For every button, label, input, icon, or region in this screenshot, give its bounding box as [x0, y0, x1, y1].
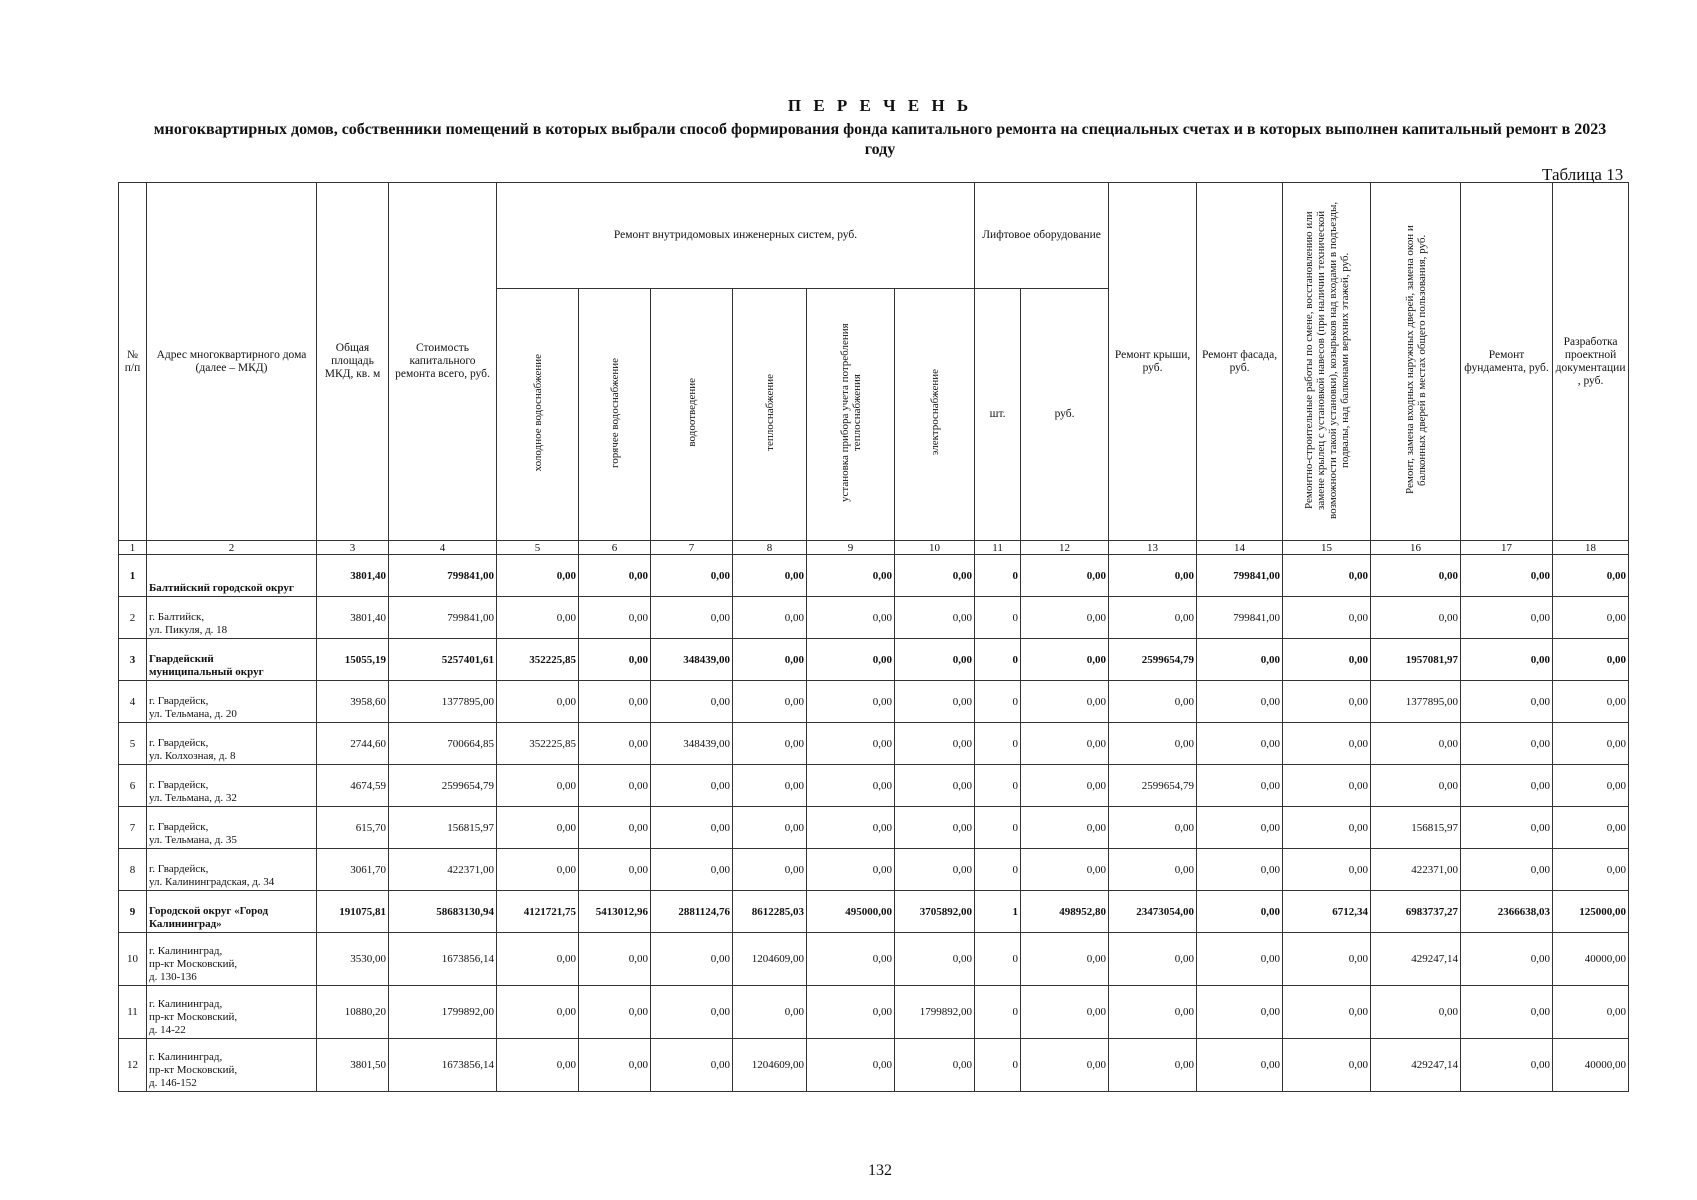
- row-value: 0,00: [1461, 933, 1553, 986]
- header-hot-water: [579, 289, 651, 541]
- header-doors: [1371, 183, 1461, 541]
- page-number: 132: [868, 1162, 892, 1179]
- row-address: Балтийский городской округ: [147, 555, 317, 597]
- row-value: 0,00: [1109, 681, 1197, 723]
- row-value: 1204609,00: [733, 933, 807, 986]
- row-value: 0,00: [1283, 723, 1371, 765]
- row-number: 8: [119, 849, 147, 891]
- row-value: 0,00: [651, 597, 733, 639]
- column-number: 15: [1283, 541, 1371, 555]
- column-number: 9: [807, 541, 895, 555]
- row-value: 156815,97: [1371, 807, 1461, 849]
- row-value: 0: [975, 555, 1021, 597]
- row-value: 0,00: [1197, 639, 1283, 681]
- row-value: 156815,97: [389, 807, 497, 849]
- row-value: 0,00: [1461, 597, 1553, 639]
- row-value: 0,00: [1553, 639, 1629, 681]
- row-address: г. Калининград, пр-кт Московский, д. 146-152: [147, 1039, 317, 1092]
- column-number: 17: [1461, 541, 1553, 555]
- row-value: 352225,85: [497, 723, 579, 765]
- row-value: 0,00: [1109, 1039, 1197, 1092]
- row-value: 0,00: [1371, 765, 1461, 807]
- row-address: г. Гвардейск, ул. Колхозная, д. 8: [147, 723, 317, 765]
- row-value: 2366638,03: [1461, 891, 1553, 933]
- row-value: 0,00: [1283, 986, 1371, 1039]
- row-value: 0,00: [579, 849, 651, 891]
- row-value: 0,00: [807, 986, 895, 1039]
- column-number: 2: [147, 541, 317, 555]
- table-label: Таблица 13: [1542, 165, 1624, 184]
- row-value: 0,00: [1021, 639, 1109, 681]
- row-value: 5413012,96: [579, 891, 651, 933]
- row-value: 0,00: [1109, 986, 1197, 1039]
- row-value: 0,00: [1461, 849, 1553, 891]
- row-value: 0,00: [1553, 765, 1629, 807]
- row-value: 0,00: [733, 986, 807, 1039]
- row-value: 0,00: [1461, 807, 1553, 849]
- header-heating-text: теплоснабжение: [763, 374, 776, 451]
- row-value: 0: [975, 639, 1021, 681]
- row-value: 799841,00: [1197, 555, 1283, 597]
- column-number: 11: [975, 541, 1021, 555]
- column-number: 3: [317, 541, 389, 555]
- row-value: 0,00: [497, 849, 579, 891]
- row-value: 0,00: [497, 555, 579, 597]
- row-value: 0,00: [579, 555, 651, 597]
- row-value: 2599654,79: [1109, 765, 1197, 807]
- row-value: 0,00: [895, 849, 975, 891]
- row-value: 0,00: [1021, 849, 1109, 891]
- row-value: 3801,40: [317, 555, 389, 597]
- row-value: 495000,00: [807, 891, 895, 933]
- header-facade: Ремонт фасада, руб.: [1197, 183, 1283, 541]
- row-value: 4121721,75: [497, 891, 579, 933]
- row-value: 0,00: [651, 1039, 733, 1092]
- row-value: 0: [975, 986, 1021, 1039]
- row-value: 0: [975, 807, 1021, 849]
- row-value: 0,00: [1021, 597, 1109, 639]
- row-value: 0,00: [733, 555, 807, 597]
- row-value: 1: [975, 891, 1021, 933]
- header-cold-water-text: холодное водоснабжение: [531, 353, 544, 472]
- row-value: 0,00: [1021, 681, 1109, 723]
- row-value: 0,00: [1553, 849, 1629, 891]
- register-table: [118, 182, 1629, 1092]
- row-number: 6: [119, 765, 147, 807]
- row-value: 0,00: [579, 765, 651, 807]
- row-number: 11: [119, 986, 147, 1039]
- row-value: 0,00: [1109, 597, 1197, 639]
- table-row: [119, 639, 1629, 681]
- row-value: 0,00: [579, 723, 651, 765]
- row-value: 1377895,00: [389, 681, 497, 723]
- header-lift-rub: руб.: [1021, 289, 1109, 541]
- row-value: 0,00: [1553, 681, 1629, 723]
- row-value: 700664,85: [389, 723, 497, 765]
- row-value: 3958,60: [317, 681, 389, 723]
- row-value: 0,00: [807, 765, 895, 807]
- row-value: 58683130,94: [389, 891, 497, 933]
- header-cost: Стоимость капитального ремонта всего, руб.: [389, 183, 497, 541]
- row-value: 3061,70: [317, 849, 389, 891]
- row-value: 0,00: [1283, 765, 1371, 807]
- row-address: г. Гвардейск, ул. Тельмана, д. 35: [147, 807, 317, 849]
- row-value: 0,00: [651, 849, 733, 891]
- row-address: г. Калининград, пр-кт Московский, д. 14-22: [147, 986, 317, 1039]
- row-value: 0,00: [1197, 933, 1283, 986]
- row-value: 0,00: [733, 765, 807, 807]
- row-value: 352225,85: [497, 639, 579, 681]
- row-value: 23473054,00: [1109, 891, 1197, 933]
- column-number: 4: [389, 541, 497, 555]
- header-area: Общая площадь МКД, кв. м: [317, 183, 389, 541]
- row-value: 422371,00: [389, 849, 497, 891]
- table-row: [119, 765, 1629, 807]
- row-value: 0,00: [733, 849, 807, 891]
- row-value: 0,00: [895, 933, 975, 986]
- header-num: № п/п: [119, 183, 147, 541]
- row-value: 191075,81: [317, 891, 389, 933]
- row-value: 0,00: [1553, 723, 1629, 765]
- row-value: 0,00: [807, 723, 895, 765]
- row-value: 0,00: [651, 933, 733, 986]
- header-hot-water-text: горячее водоснабжение: [608, 357, 621, 468]
- row-value: 1673856,14: [389, 1039, 497, 1092]
- row-value: 0,00: [1371, 986, 1461, 1039]
- row-value: 0,00: [1461, 639, 1553, 681]
- column-number: 13: [1109, 541, 1197, 555]
- row-value: 2599654,79: [1109, 639, 1197, 681]
- row-value: 0: [975, 933, 1021, 986]
- row-value: 0: [975, 765, 1021, 807]
- row-number: 3: [119, 639, 147, 681]
- table-row: [119, 723, 1629, 765]
- row-value: 0,00: [651, 555, 733, 597]
- row-value: 0,00: [1283, 597, 1371, 639]
- row-address: Гвардейский муниципальный округ: [147, 639, 317, 681]
- row-value: 0,00: [1283, 681, 1371, 723]
- row-value: 40000,00: [1553, 933, 1629, 986]
- table-row: [119, 891, 1629, 933]
- row-value: 0,00: [1197, 891, 1283, 933]
- header-lift-pcs: шт.: [975, 289, 1021, 541]
- row-value: 0,00: [1461, 555, 1553, 597]
- table-row: [119, 849, 1629, 891]
- row-address: г. Калининград, пр-кт Московский, д. 130-136: [147, 933, 317, 986]
- row-value: 0,00: [579, 639, 651, 681]
- column-number-row: [119, 541, 1629, 555]
- row-value: 348439,00: [651, 639, 733, 681]
- column-number: 16: [1371, 541, 1461, 555]
- header-canopy-text: Ремонтно-строительные работы по смене, восстановлению или замене крылец с установкой навесов (при наличии технической возможности такой установки), козырьков над входами в подъезды, подвалы, над балконами верхних этажей, руб.: [1302, 200, 1351, 519]
- row-value: 1957081,97: [1371, 639, 1461, 681]
- column-number: 10: [895, 541, 975, 555]
- row-value: 0,00: [497, 1039, 579, 1092]
- row-value: 1673856,14: [389, 933, 497, 986]
- row-number: 7: [119, 807, 147, 849]
- row-address: г. Гвардейск, ул. Калининградская, д. 34: [147, 849, 317, 891]
- row-value: 0,00: [1461, 681, 1553, 723]
- row-value: 615,70: [317, 807, 389, 849]
- row-value: 0,00: [733, 723, 807, 765]
- header-heating: [733, 289, 807, 541]
- row-number: 5: [119, 723, 147, 765]
- row-value: 3705892,00: [895, 891, 975, 933]
- row-value: 429247,14: [1371, 1039, 1461, 1092]
- row-value: 429247,14: [1371, 933, 1461, 986]
- header-sewage-text: водоотведение: [685, 378, 698, 447]
- row-value: 0,00: [1197, 681, 1283, 723]
- row-value: 0,00: [1021, 765, 1109, 807]
- row-value: 0,00: [733, 597, 807, 639]
- row-value: 10880,20: [317, 986, 389, 1039]
- column-number: 18: [1553, 541, 1629, 555]
- table-row: [119, 555, 1629, 597]
- row-value: 422371,00: [1371, 849, 1461, 891]
- table-row: [119, 1039, 1629, 1092]
- row-value: 0,00: [1461, 986, 1553, 1039]
- row-value: 0,00: [895, 681, 975, 723]
- header-sewage: [651, 289, 733, 541]
- row-number: 1: [119, 555, 147, 597]
- row-value: 0,00: [1461, 1039, 1553, 1092]
- row-value: 0,00: [1283, 1039, 1371, 1092]
- row-value: 0,00: [1553, 597, 1629, 639]
- row-value: 0,00: [807, 597, 895, 639]
- row-value: 0,00: [1371, 723, 1461, 765]
- row-value: 0: [975, 723, 1021, 765]
- header-cold-water: [497, 289, 579, 541]
- header-meter: [807, 289, 895, 541]
- header-design: Разработка проектной документации , руб.: [1553, 183, 1629, 541]
- row-value: 0,00: [1197, 723, 1283, 765]
- row-value: 0,00: [733, 681, 807, 723]
- header-meter-text: установка прибора учета потребления теплоснабжения: [838, 323, 863, 502]
- header-lift-group: Лифтовое оборудование: [975, 183, 1109, 289]
- row-value: 4674,59: [317, 765, 389, 807]
- row-value: 0,00: [1283, 555, 1371, 597]
- row-value: 0,00: [807, 555, 895, 597]
- row-value: 0,00: [497, 807, 579, 849]
- row-value: 125000,00: [1553, 891, 1629, 933]
- row-address: г. Гвардейск, ул. Тельмана, д. 32: [147, 765, 317, 807]
- row-value: 0,00: [579, 986, 651, 1039]
- row-value: 0,00: [579, 807, 651, 849]
- row-value: 0,00: [1021, 723, 1109, 765]
- row-value: 0,00: [1197, 849, 1283, 891]
- column-number: 1: [119, 541, 147, 555]
- row-value: 0,00: [807, 639, 895, 681]
- row-value: 40000,00: [1553, 1039, 1629, 1092]
- row-value: 0,00: [1283, 849, 1371, 891]
- row-value: 0,00: [733, 807, 807, 849]
- column-number: 5: [497, 541, 579, 555]
- row-value: 0,00: [1461, 765, 1553, 807]
- row-value: 3801,40: [317, 597, 389, 639]
- row-value: 0,00: [579, 681, 651, 723]
- row-value: 0,00: [1197, 1039, 1283, 1092]
- row-value: 0,00: [1021, 986, 1109, 1039]
- row-value: 0,00: [497, 986, 579, 1039]
- row-value: 0,00: [807, 933, 895, 986]
- row-value: 0,00: [807, 807, 895, 849]
- row-value: 0,00: [895, 639, 975, 681]
- document-subtitle: многоквартирных домов, собственники помещений в которых выбрали способ формирования фонда капитального ремонта на специальных счетах и в которых выполнен капитальный ремонт в 2023 году: [153, 121, 1607, 158]
- row-value: 6983737,27: [1371, 891, 1461, 933]
- table-row: [119, 933, 1629, 986]
- row-value: 0: [975, 597, 1021, 639]
- row-value: 0,00: [1283, 933, 1371, 986]
- column-number: 8: [733, 541, 807, 555]
- header-foundation: Ремонт фундамента, руб.: [1461, 183, 1553, 541]
- header-address: Адрес многоквартирного дома (далее – МКД): [147, 183, 317, 541]
- header-roof: Ремонт крыши, руб.: [1109, 183, 1197, 541]
- row-value: 0,00: [807, 1039, 895, 1092]
- row-value: 0,00: [895, 555, 975, 597]
- row-value: 2881124,76: [651, 891, 733, 933]
- row-value: 799841,00: [1197, 597, 1283, 639]
- row-value: 1204609,00: [733, 1039, 807, 1092]
- row-value: 1799892,00: [389, 986, 497, 1039]
- row-number: 4: [119, 681, 147, 723]
- row-value: 0,00: [651, 681, 733, 723]
- row-number: 9: [119, 891, 147, 933]
- row-value: 0,00: [579, 933, 651, 986]
- row-value: 0,00: [1197, 986, 1283, 1039]
- row-value: 2599654,79: [389, 765, 497, 807]
- row-value: 0,00: [895, 723, 975, 765]
- table-row: [119, 986, 1629, 1039]
- row-value: 0,00: [1109, 807, 1197, 849]
- row-value: 0,00: [1283, 639, 1371, 681]
- table-row: [119, 597, 1629, 639]
- column-number: 6: [579, 541, 651, 555]
- row-value: 3801,50: [317, 1039, 389, 1092]
- row-value: 0,00: [807, 681, 895, 723]
- header-engineering-group: Ремонт внутридомовых инженерных систем, руб.: [497, 183, 975, 289]
- row-value: 0,00: [1371, 597, 1461, 639]
- row-value: 0,00: [733, 639, 807, 681]
- row-value: 1377895,00: [1371, 681, 1461, 723]
- row-value: 799841,00: [389, 555, 497, 597]
- row-value: 0,00: [1109, 933, 1197, 986]
- header-canopy: [1283, 183, 1371, 541]
- row-value: 0,00: [1197, 807, 1283, 849]
- table-body: [119, 555, 1629, 1092]
- header-doors-text: Ремонт, замена входных наружных дверей, замена окон и балконных дверей в местах общего пользования, руб.: [1403, 225, 1428, 494]
- row-address: г. Балтийск, ул. Пикуля, д. 18: [147, 597, 317, 639]
- row-value: 0,00: [497, 681, 579, 723]
- row-value: 0,00: [1553, 807, 1629, 849]
- row-value: 0: [975, 681, 1021, 723]
- row-value: 15055,19: [317, 639, 389, 681]
- header-electric-text: электроснабжение: [928, 369, 941, 456]
- row-value: 3530,00: [317, 933, 389, 986]
- row-value: 1799892,00: [895, 986, 975, 1039]
- row-value: 0,00: [895, 597, 975, 639]
- row-value: 0,00: [1461, 723, 1553, 765]
- row-value: 0,00: [1553, 986, 1629, 1039]
- row-value: 0,00: [895, 1039, 975, 1092]
- row-value: 0,00: [651, 765, 733, 807]
- row-value: 0,00: [1371, 555, 1461, 597]
- row-value: 0,00: [1109, 723, 1197, 765]
- row-value: 0,00: [497, 933, 579, 986]
- row-value: 0,00: [1021, 1039, 1109, 1092]
- row-value: 0,00: [1021, 933, 1109, 986]
- row-address: г. Гвардейск, ул. Тельмана, д. 20: [147, 681, 317, 723]
- table-row: [119, 681, 1629, 723]
- row-value: 0,00: [579, 1039, 651, 1092]
- column-number: 7: [651, 541, 733, 555]
- column-number: 14: [1197, 541, 1283, 555]
- row-number: 10: [119, 933, 147, 986]
- row-value: 0,00: [1021, 807, 1109, 849]
- row-value: 0,00: [895, 765, 975, 807]
- row-value: 0,00: [651, 986, 733, 1039]
- row-value: 0,00: [579, 597, 651, 639]
- row-value: 2744,60: [317, 723, 389, 765]
- row-number: 2: [119, 597, 147, 639]
- row-value: 5257401,61: [389, 639, 497, 681]
- row-value: 0,00: [807, 849, 895, 891]
- row-value: 0,00: [497, 765, 579, 807]
- row-value: 0: [975, 849, 1021, 891]
- document-title: П Е Р Е Ч Е Н Ь: [787, 96, 973, 115]
- row-value: 0,00: [1283, 807, 1371, 849]
- column-number: 12: [1021, 541, 1109, 555]
- row-value: 0,00: [1109, 555, 1197, 597]
- row-value: 0,00: [497, 597, 579, 639]
- row-value: 0: [975, 1039, 1021, 1092]
- row-value: 0,00: [1021, 555, 1109, 597]
- row-value: 0,00: [1197, 765, 1283, 807]
- row-value: 6712,34: [1283, 891, 1371, 933]
- row-value: 0,00: [651, 807, 733, 849]
- row-value: 0,00: [1553, 555, 1629, 597]
- row-number: 12: [119, 1039, 147, 1092]
- row-value: 498952,80: [1021, 891, 1109, 933]
- row-value: 0,00: [895, 807, 975, 849]
- row-value: 8612285,03: [733, 891, 807, 933]
- row-address: Городской округ «Город Калининград»: [147, 891, 317, 933]
- row-value: 348439,00: [651, 723, 733, 765]
- header-electric: [895, 289, 975, 541]
- row-value: 799841,00: [389, 597, 497, 639]
- row-value: 0,00: [1109, 849, 1197, 891]
- table-row: [119, 807, 1629, 849]
